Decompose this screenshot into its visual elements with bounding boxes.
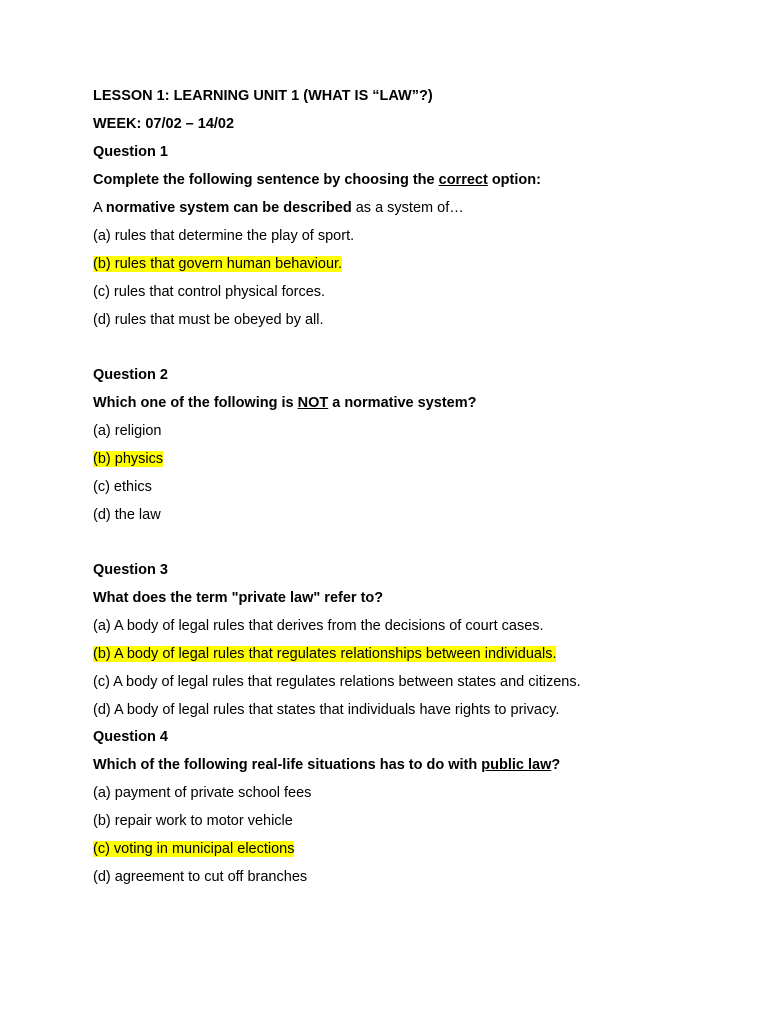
question-1-option-a: (a) rules that determine the play of sport. <box>93 228 355 244</box>
prompt-text: Complete the following sentence by choosing the <box>93 172 439 188</box>
question-1-option-b <box>93 255 342 273</box>
question-1-heading: Question 1 <box>93 144 168 160</box>
prompt-text: Which of the following real-life situations has to do with <box>93 757 482 773</box>
stem-text: as a system of… <box>351 200 464 216</box>
question-4-option-c <box>93 840 294 858</box>
week-range: WEEK: 07/02 – 14/02 <box>93 116 235 132</box>
question-4-prompt <box>93 756 560 774</box>
question-4-heading: Question 4 <box>93 729 168 745</box>
question-3-option-c: (c) A body of legal rules that regulates relations between states and citizens. <box>93 674 581 690</box>
answer-highlight: (b) rules that govern human behaviour. <box>93 256 343 272</box>
question-2-heading: Question 2 <box>93 367 168 383</box>
question-2-option-a: (a) religion <box>93 423 162 439</box>
question-4-option-a: (a) payment of private school fees <box>93 785 312 801</box>
prompt-emphasis: public law <box>481 757 552 773</box>
question-3-option-d: (d) A body of legal rules that states that individuals have rights to privacy. <box>93 702 560 718</box>
prompt-text: Which one of the following is <box>93 395 298 411</box>
question-2-option-d: (d) the law <box>93 507 161 523</box>
question-1-option-d: (d) rules that must be obeyed by all. <box>93 312 324 328</box>
question-3-option-b <box>93 645 556 663</box>
answer-highlight: (b) A body of legal rules that regulates relationships between individuals. <box>93 646 557 662</box>
question-3-option-a: (a) A body of legal rules that derives from the decisions of court cases. <box>93 618 544 634</box>
question-4-option-b: (b) repair work to motor vehicle <box>93 813 293 829</box>
stem-text: A <box>93 200 106 216</box>
answer-highlight: (b) physics <box>93 451 164 467</box>
prompt-text: option: <box>487 172 541 188</box>
prompt-emphasis: NOT <box>297 395 329 411</box>
prompt-emphasis: correct <box>438 172 488 188</box>
answer-highlight: (c) voting in municipal elections <box>93 841 295 857</box>
question-2-prompt <box>93 394 477 412</box>
question-2-option-c: (c) ethics <box>93 479 152 495</box>
question-1-prompt <box>93 171 541 189</box>
question-1-stem <box>93 199 464 217</box>
question-3-prompt: What does the term "private law" refer to? <box>93 590 384 606</box>
lesson-title: LESSON 1: LEARNING UNIT 1 (WHAT IS “LAW”?) <box>93 88 433 104</box>
prompt-text: ? <box>551 757 561 773</box>
question-3-heading: Question 3 <box>93 562 168 578</box>
prompt-text: a normative system? <box>328 395 477 411</box>
question-1-option-c: (c) rules that control physical forces. <box>93 284 326 300</box>
question-2-option-b <box>93 450 163 468</box>
stem-bold-text: normative system can be described <box>105 200 352 216</box>
question-4-option-d: (d) agreement to cut off branches <box>93 869 308 885</box>
